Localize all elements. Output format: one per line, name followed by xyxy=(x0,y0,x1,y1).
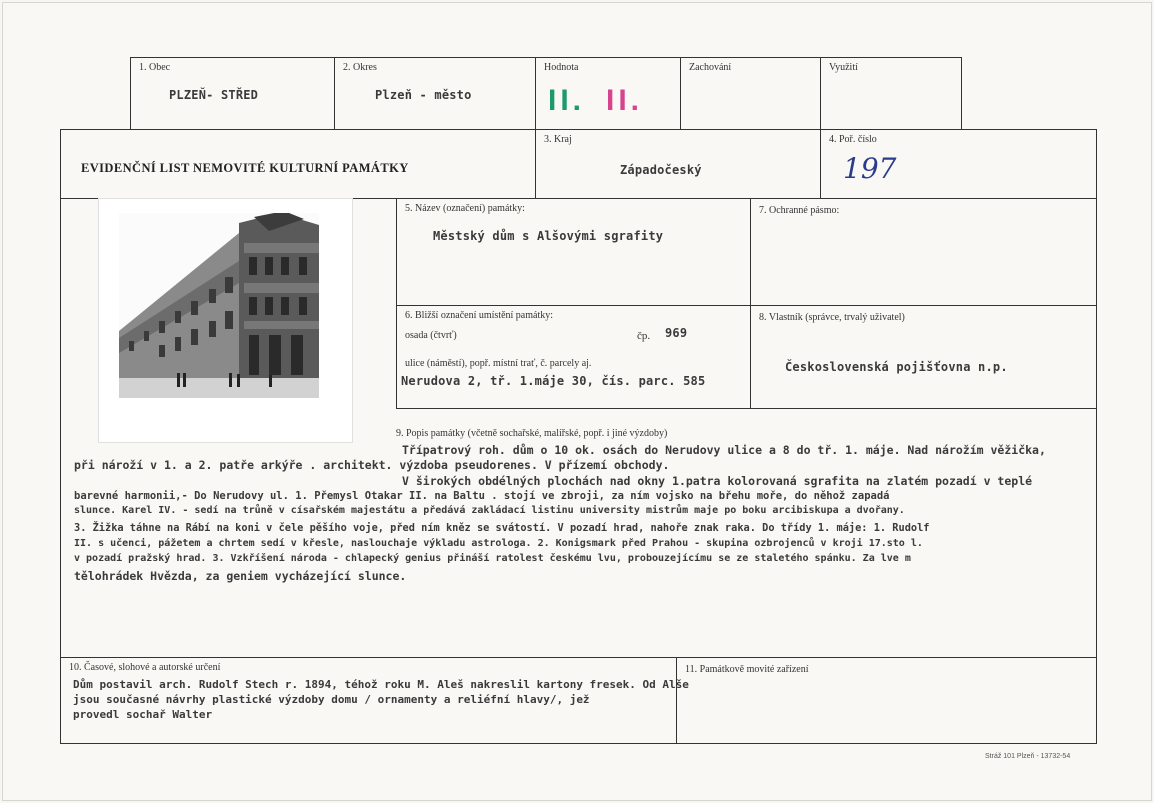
cislo-label: 4. Poř. číslo xyxy=(829,134,877,145)
zachovani-label: Zachování xyxy=(689,62,732,73)
zarizeni-cell xyxy=(676,657,1097,744)
vyuziti-label: Využití xyxy=(829,62,858,73)
popis-line: v pozadí pražský hrad. 3. Vzkříšení národa - chlapecký genius přináší ratolest českému lvu, probouzejícímu se ze staletého spánku. Za lve m xyxy=(74,553,911,564)
cp-value: 969 xyxy=(665,326,688,340)
urceni-label: 10. Časové, slohové a autorské určení xyxy=(69,662,221,673)
kraj-label: 3. Kraj xyxy=(544,134,572,145)
building-photo xyxy=(119,213,319,398)
popis-line: při nároží v 1. a 2. patře arkýře . architekt. výzdoba pseudorenes. V přízemí obchody. xyxy=(74,458,670,472)
cislo-value: 197 xyxy=(843,152,897,185)
okres-value: Plzeň - město xyxy=(375,88,472,102)
zachovani-cell xyxy=(680,57,821,130)
pasmo-label: 7. Ochranné pásmo: xyxy=(759,205,840,216)
popis-section xyxy=(60,408,1097,658)
kraj-cell xyxy=(535,129,821,199)
nazev-label: 5. Název (označení) památky: xyxy=(405,203,525,214)
hodnota-value-pink: II. xyxy=(606,84,644,117)
ulice-label: ulice (náměstí), popř. místní trať, č. parcely aj. xyxy=(405,358,592,369)
umisteni-cell xyxy=(396,305,751,409)
nazev-cell xyxy=(396,198,751,306)
vlastnik-label: 8. Vlastník (správce, trvalý uživatel) xyxy=(759,312,905,323)
okres-cell xyxy=(334,57,536,130)
title-cell xyxy=(60,129,536,199)
obec-label: 1. Obec xyxy=(139,62,171,73)
popis-line: V širokých obdélných plochách nad okny 1.patra kolorovaná sgrafita na zlatém pozadí v teplé xyxy=(402,474,1033,488)
pasmo-cell xyxy=(750,198,1097,306)
hodnota-value-green: II. xyxy=(548,84,586,117)
popis-line: tělohrádek Hvězda, za geniem vycházející slunce. xyxy=(74,569,407,583)
popis-line: 3. Žižka táhne na Rábí na koni v čele pěšího voje, před ním kněz se svátostí. V pozadí hrad, nahoře znak raka. Do třídy 1. máje: 1. Rudolf xyxy=(74,522,930,534)
kraj-value: Západočeský xyxy=(620,163,702,177)
photo-frame xyxy=(98,198,353,443)
vyuziti-cell xyxy=(820,57,962,130)
obec-cell xyxy=(130,57,335,130)
popis-line: slunce. Karel IV. - sedí na trůně v císařském majestátu a předává zakládací listinu university mistrům maje po boku arcibiskupa a dvořany. xyxy=(74,505,905,516)
page-title: EVIDENČNÍ LIST NEMOVITÉ KULTURNÍ PAMÁTKY xyxy=(81,161,409,175)
ulice-value: Nerudova 2, tř. 1.máje 30, čís. parc. 585 xyxy=(401,374,706,388)
print-footer: Stráž 101 Plzeň - 13732-54 xyxy=(985,753,1071,760)
popis-line: barevné harmonii,- Do Nerudovy ul. 1. Přemysl Otakar II. na Baltu . stojí ve zbroji, za ním vojsko na břehu moře, do něhož zapadá xyxy=(74,490,890,502)
urceni-line: Dům postavil arch. Rudolf Stech r. 1894, téhož roku M. Aleš nakreslil kartony fresek. Od Alše xyxy=(73,678,689,691)
hodnota-label: Hodnota xyxy=(544,62,579,73)
cp-label: čp. xyxy=(637,330,651,342)
nazev-value: Městský dům s Alšovými sgrafity xyxy=(433,229,664,243)
urceni-line: provedl sochař Walter xyxy=(73,708,213,721)
zarizeni-label: 11. Památkově movité zařízení xyxy=(685,664,809,675)
urceni-line: jsou současné návrhy plastické výzdoby domu / ornamenty a reliéfní hlavy/, jež xyxy=(73,693,590,706)
popis-line: Třípatrový roh. dům o 10 ok. osách do Nerudovy ulice a 8 do tř. 1. máje. Nad nárožím věžička, xyxy=(402,443,1046,457)
osada-label: osada (čtvrť) xyxy=(405,330,457,341)
okres-label: 2. Okres xyxy=(343,62,377,73)
obec-value: PLZEŇ- STŘED xyxy=(169,88,259,102)
cislo-cell xyxy=(820,129,1097,199)
vlastnik-cell xyxy=(750,305,1097,409)
popis-label: 9. Popis památky (včetně sochařské, malířské, popř. i jiné výzdoby) xyxy=(396,428,668,439)
popis-line: II. s učenci, pážetem a chrtem sedí v křesle, naslouchaje výkladu astrologa. 2. Konigsmark před Prahou - skupina ozbrojenců v kroji 17.sto l. xyxy=(74,538,923,549)
vlastnik-value: Československá pojišťovna n.p. xyxy=(785,360,1008,374)
umisteni-label: 6. Bližší označení umístění památky: xyxy=(405,310,554,321)
urceni-cell xyxy=(60,657,689,744)
hodnota-cell xyxy=(535,57,681,130)
